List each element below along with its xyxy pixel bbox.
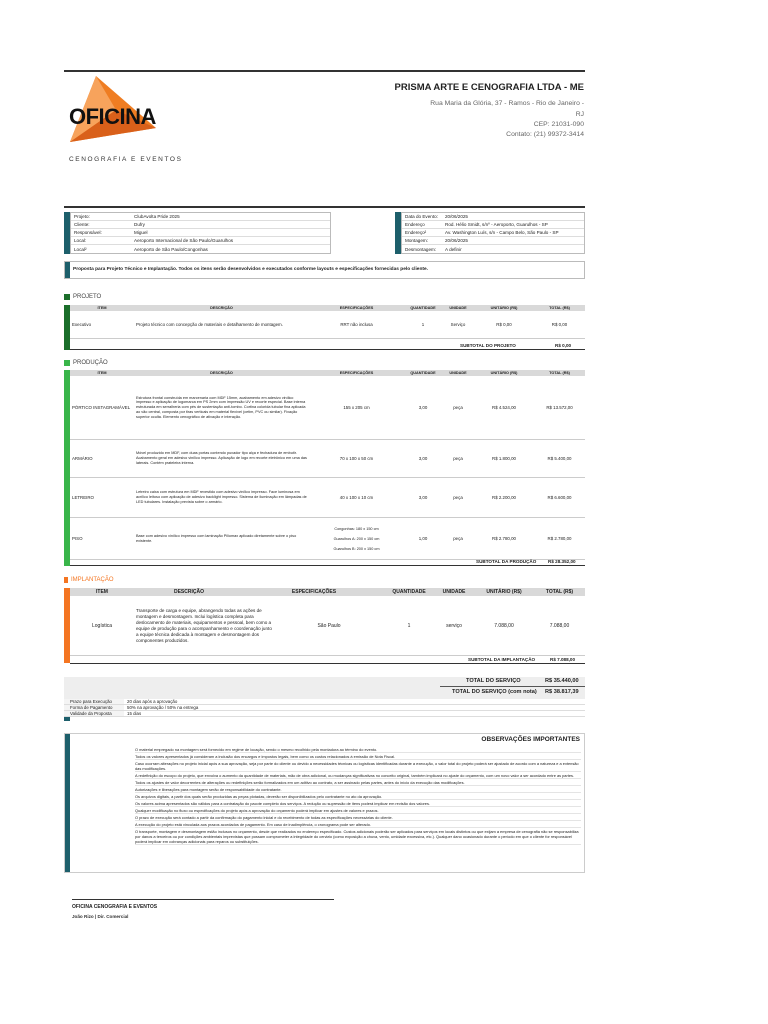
signature-line <box>72 899 334 900</box>
table-row: Logística Transporte de carga e equipe, abrangendo todas as ações de montagem e desmontagem. Inclui logística completa para deslocamento de materiais, equipamentos e pessoal, bem como a equipe de produção para o acompanhamento e coordenação junto a equipe técnica dedicada à montagem e desmontagem dos componentes produzidos. São Paulo 1 serviço 7.088,00 7.088,00 <box>70 596 585 656</box>
info-label: Data do Evento: <box>405 214 438 219</box>
table-header: ITEM DESCRIÇÃO ESPECIFICAÇÕES QUANTIDADE UNIDADE UNITÁRIO (R$) TOTAL (R$) <box>70 588 585 596</box>
info-value: ClubAvolta Pride 2025 <box>134 214 180 219</box>
header-rule <box>64 206 585 208</box>
info-label: Endereço <box>405 222 425 227</box>
producao-table <box>70 370 585 560</box>
section-title-text: PROJETO <box>73 294 102 300</box>
total-label: TOTAL DO SERVIÇO <box>466 678 521 684</box>
info-label: Montagem: <box>405 238 428 243</box>
info-value: Av. Washington Luís, s/n - Campo Belo, São Paulo - SP <box>445 230 559 235</box>
term-value: 20 dias após a aprovação <box>127 699 178 704</box>
logo-subtitle: CENOGRAFIA E EVENTOS <box>69 156 183 163</box>
company-address-state: RJ <box>575 111 584 118</box>
info-label: Endereço² <box>405 230 427 235</box>
list-item: Qualquer modificação no fluxo ou especificações do projeto após a aprovação do orçamento poderá implicar em ajustes de valores e prazos. <box>135 807 581 814</box>
implantacao-subtotal-value: R$ 7.088,00 <box>550 657 576 662</box>
info-value: A definir <box>445 246 462 252</box>
observations-list <box>135 746 581 845</box>
info-value: Miguel <box>134 230 148 235</box>
logo-wordmark: OFICINA <box>69 104 156 129</box>
signature-person: João Rizo | Dir. Comercial <box>72 914 129 919</box>
project-info-left <box>70 212 331 254</box>
term-label: Forma de Pagamento <box>64 705 124 710</box>
company-address: Rua Maria da Glória, 37 - Ramos - Rio de Janeiro - <box>430 100 584 107</box>
table-row: PÓRTICO INSTAGRAMÁVEL Estrutura frontal construída em marcenaria com MDF 15mm, acabamento em adesivo vinílico impresso e aplicação de logomarca em PS 2mm com impressão UV e recorte especial. Base interna estruturada em serralheria com pés de sustentação anti-tombo. Cortina colorida tubular fina aplicada ao vão central, composta por tiras verticais em material flexível (cetim, PVC ou similar). Fixação superior oculta. Elemento cenográfico de ativação e interação. 155 x 205 cm 3,00 peça R$ 4.524,00 R$ 13.572,00 <box>70 376 585 440</box>
info-label: Local² <box>74 246 87 252</box>
section-producao-title <box>64 360 108 366</box>
producao-subtotal-label: SUBTOTAL DA PRODUÇÃO <box>476 559 537 564</box>
implantacao-table <box>70 588 585 656</box>
company-cep: CEP: 21031-090 <box>533 121 584 128</box>
top-rule <box>64 70 585 72</box>
info-value: 20/06/2025 <box>445 238 468 243</box>
section-implantacao-title <box>64 577 114 583</box>
table-header: ITEM DESCRIÇÃO ESPECIFICAÇÕES QUANTIDADE UNIDADE UNITÁRIO (R$) TOTAL (R$) <box>70 370 585 376</box>
producao-divider <box>70 565 585 566</box>
list-item: O material empregado na montagem será fornecido em regime de locação, sendo o mesmo recolhido pela montadora ao término do evento. <box>135 746 581 753</box>
list-item: Todos os ajustes de valor decorrentes de alterações ou redefinições serão formalizados em um aditivo ao contrato, a ser assinado pelas partes, antes do início da execução das modificações. <box>135 779 581 786</box>
total-nf-label: TOTAL DO SERVIÇO (com nota) <box>452 689 537 695</box>
list-item: Autorizações e liberações para montagem serão de responsabilidade do contratante. <box>135 786 581 793</box>
implantacao-subtotal-label: SUBTOTAL DA IMPLANTAÇÃO <box>468 657 536 662</box>
total-nf-value: R$ 38.817,39 <box>545 689 579 695</box>
term-label: Prazo para Execução <box>64 699 124 704</box>
table-row: PISO Base com adesivo vinílico impresso com laminação Piliomax aplicado diretamente sobre o piso existente. Congonhas: 180 x 150 cm Guarulhos A: 200 x 150 cm Guarulhos B: 200 x 150 cm 1,00 peça R$ 2.780,00 R$ 2.780,00 <box>70 518 585 560</box>
info-label: Responsável: <box>74 230 102 235</box>
implantacao-divider <box>70 663 585 664</box>
table-row: ARMÁRIO Móvel produzido em MDF, com duas portas contendo puxador tipo alça e fechadura de embutir. Acabamento geral em adesivo vinílico impresso. Aplicação de logo em recorte eletrônico em uma das laterais. Contém prateleira interna. 70 x 100 x 50 cm 3,00 peça R$ 1.800,00 R$ 5.400,00 <box>70 440 585 478</box>
company-name: PRISMA ARTE E CENOGRAFIA LTDA - ME <box>394 82 584 93</box>
section-marker <box>64 360 70 366</box>
project-info-right <box>401 212 585 254</box>
proposal-note: Proposta para Projeto Técnico e Implantação. Todos os itens serão desenvolvidos e executados conforme layouts e especificações fornecidas pelo cliente. <box>64 261 585 279</box>
projeto-subtotal-value: R$ 0,00 <box>555 343 572 348</box>
list-item: A execução do projeto está vinculada aos prazos acordados de pagamento. Em caso de inadimplência, o cronograma pode ser alterado. <box>135 821 581 828</box>
projeto-divider <box>70 349 585 350</box>
info-value: Aeroporto de São Paulo/Congonhas <box>134 246 208 252</box>
info-label: Local: <box>74 238 87 243</box>
term-value: 50% na aprovação / 50% na entrega <box>127 705 199 710</box>
term-value: 15 dias <box>127 711 142 716</box>
list-item: O transporte, montagem e desmontagem estão inclusos no orçamento, desde que realizados no endereço especificado. Custos adicionais poderão ser aplicados para serviços em locais distintos ou que exijam a empresa de cenografia não se responsabiliza por danos a terceiros ou por condições ambientais imprevistas que possam comprometer a integridade do cenário (como exposição a chuva, vento, umidade excessiva, etc.). Qualquer dano ocasionado durante o período em que o cliente for responsável poderá implicar em cobranças adicionais para reparos ou substituições. <box>135 828 581 845</box>
info-value: Rod. Hélio Smidt, s/nº - Aeroporto, Guarulhos - SP <box>445 222 548 227</box>
observations-box <box>64 733 585 873</box>
observations-title: OBSERVAÇÕES IMPORTANTES <box>481 736 580 743</box>
list-item: A redefinição do escopo do projeto, que envolva o aumento da quantidade de materiais, mão de obra adicional, ou mudanças significativas no conceito original, também implicará no ajuste do orçamento, com um novo valor a ser acordado entre as partes. <box>135 772 581 779</box>
info-value: 20/06/2025 <box>445 214 468 219</box>
list-item: Caso ocorram alterações no projeto inicial após a sua aprovação, seja por parte do cliente ou devido a necessidades técnicas ou logísticas identificadas durante a execução, o valor total do projeto poderá ser ajustado de acordo com a natureza e a extensão das modificações. <box>135 760 581 772</box>
table-header: ITEM DESCRIÇÃO ESPECIFICAÇÕES QUANTIDADE UNIDADE UNITÁRIO (R$) TOTAL (R$) <box>70 305 585 311</box>
company-contact: Contato: (21) 99372-3414 <box>506 131 584 138</box>
section-marker <box>64 294 70 300</box>
terms-table <box>64 699 585 717</box>
info-label: Desmontagem: <box>405 246 437 252</box>
section-title-text: PRODUÇÃO <box>73 360 108 366</box>
projeto-table <box>70 305 585 339</box>
info-label: Projeto: <box>74 214 90 219</box>
list-item: Os arquivos digitais, a partir dos quais serão produzidas as peças plotadas, deverão ser disponibilizados pelo contratante no ato da aprovação. <box>135 793 581 800</box>
total-value: R$ 35.440,00 <box>545 678 579 684</box>
piso-specs: Congonhas: 180 x 150 cm Guarulhos A: 200 x 150 cm Guarulhos B: 200 x 150 cm <box>333 526 380 551</box>
section-projeto-title <box>64 294 101 300</box>
info-value: Dufry <box>134 222 145 227</box>
signature-company: OFICINA CENOGRAFIA E EVENTOS <box>72 904 158 910</box>
list-item: Todos os valores apresentados já consideram a inclusão dos encargos e impostos legais, bem como os custos relacionados à emissão de Nota Fiscal. <box>135 753 581 760</box>
section-marker <box>64 577 68 583</box>
info-value: Aeroporto Internacional de São Paulo/Guarulhos <box>134 238 234 243</box>
list-item: Os valores acima apresentados são válidos para a contratação do pacote completo dos serviços. A redução ou supressão de itens poderá implicar em revisão dos valores. <box>135 800 581 807</box>
total-underline <box>440 686 585 687</box>
section-title-text: IMPLANTAÇÃO <box>71 577 114 583</box>
producao-subtotal-value: R$ 28.352,00 <box>548 559 576 564</box>
list-item: O prazo de execução será contado a partir da confirmação do pagamento inicial e do recebimento de todas as especificações necessárias do cliente. <box>135 814 581 821</box>
term-label: Validade da Proposta <box>64 711 124 716</box>
projeto-subtotal-label: SUBTOTAL DO PROJETO <box>460 343 516 348</box>
table-row: LETREIRO Letreiro caixa com estrutura em MDF revestido com adesivo vinílico impresso. Face luminosa em acrílico leitoso com aplicação de adesivo backlight impresso. Sistema de iluminação em lâmpadas de LED tubulares. Instalação prevista sobre o armário. 40 x 100 x 10 cm 3,00 peça R$ 2.200,00 R$ 6.600,00 <box>70 478 585 518</box>
info-label: Cliente: <box>74 222 90 227</box>
table-row: Executivo Projeto técnico com concepção de materiais e detalhamento de montagem. RRT não inclusa 1 Serviço R$ 0,00 R$ 0,00 <box>70 311 585 339</box>
